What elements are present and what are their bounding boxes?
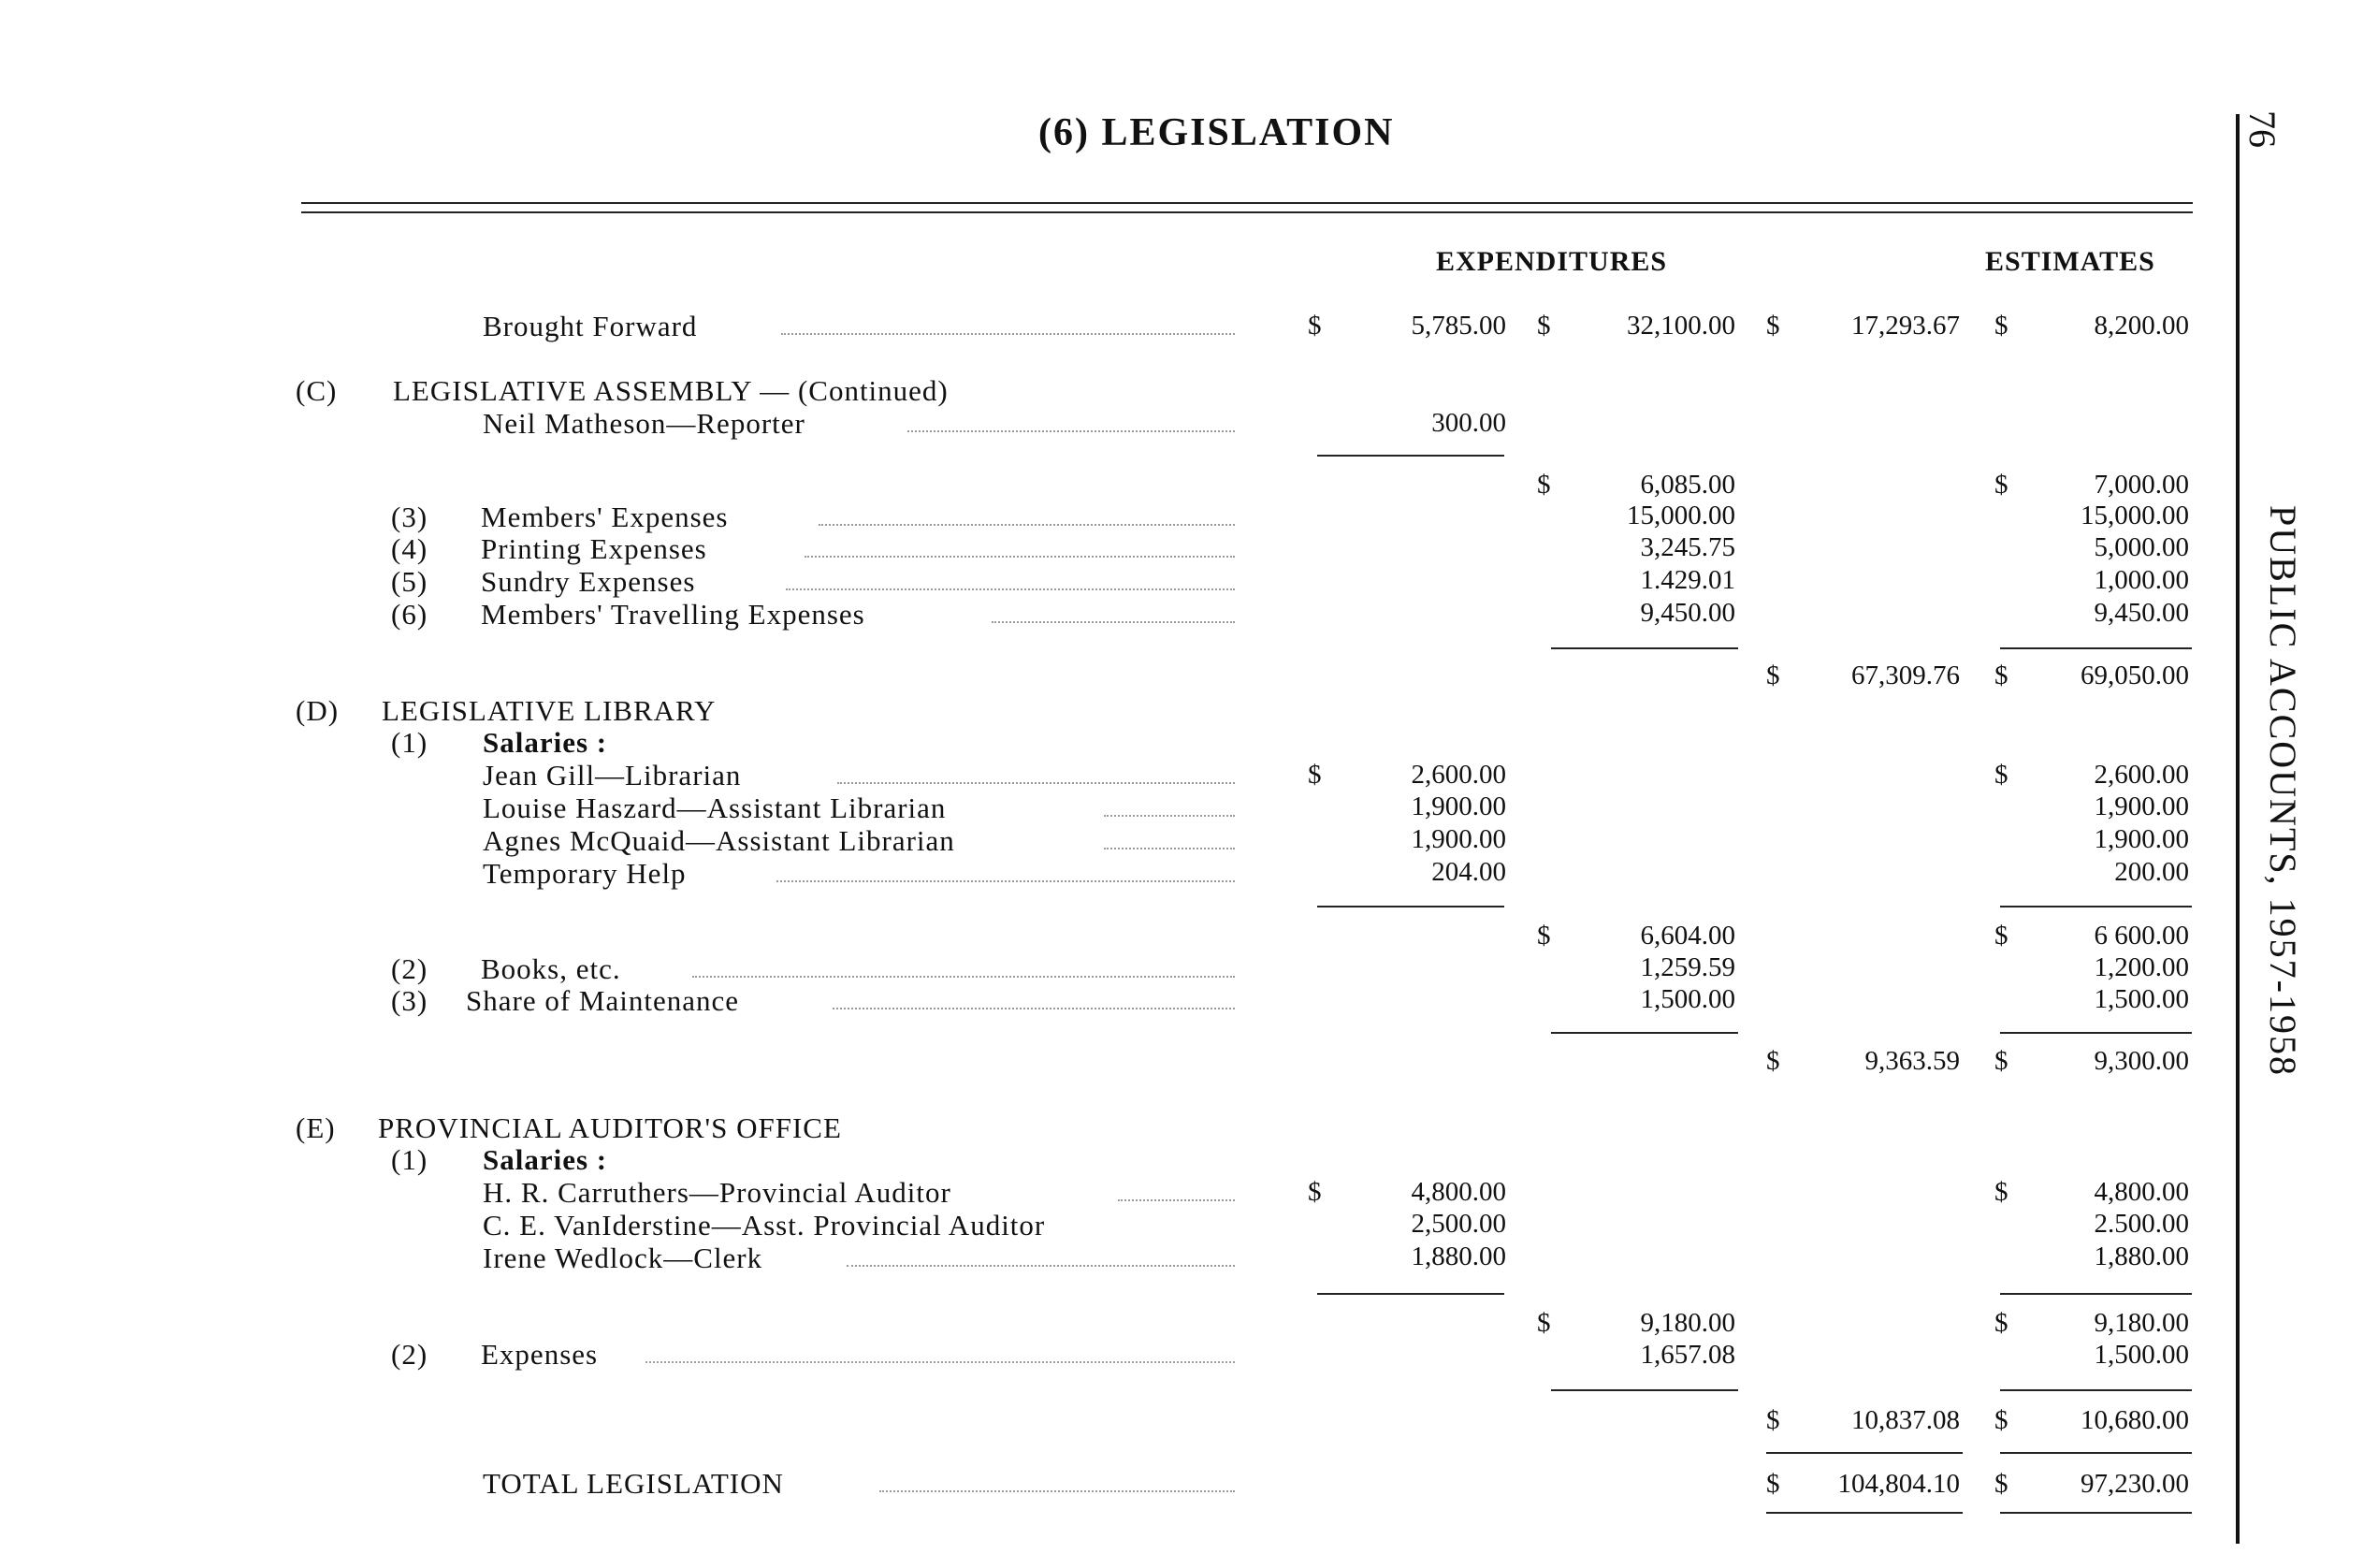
leader-dots [781,333,1235,335]
travel-expenses-c4: 9,450.00 [2094,598,2189,628]
leader-dots [1104,815,1235,817]
travel-expenses-c2: 9,450.00 [1640,598,1735,628]
leader-dots [907,430,1235,432]
expenses-c2: 1,657.08 [1640,1340,1735,1370]
haszard-c4: 1,900.00 [2094,791,2189,821]
members-expenses-c4: 15,000.00 [2081,501,2189,530]
section-d-title: LEGISLATIVE LIBRARY [382,694,717,727]
expenditures-header: EXPENDITURES [1436,246,1668,277]
wedlock-c1: 1,880.00 [1411,1241,1506,1271]
haszard-label: Louise Haszard—Assistant Librarian [483,791,947,824]
books-label: Books, etc. [481,952,621,985]
maintenance-c4: 1,500.00 [2094,984,2189,1014]
section-d-salaries-label: Salaries : [483,726,608,759]
mcquaid-c1: 1,900.00 [1411,824,1506,854]
wedlock-c4: 1,880.00 [2094,1241,2189,1271]
section-c-code: (C) [296,374,338,407]
gill-c1: 2,600.00 [1411,760,1506,790]
grand-total-c4: 97,230.00 [2081,1469,2189,1499]
members-expenses-c2: 15,000.00 [1627,501,1735,530]
dollar-sign: $ [1537,1308,1551,1338]
dollar-sign: $ [1994,1469,2008,1499]
leader-dots [879,1490,1235,1492]
total-rule [1766,1452,1963,1454]
leader-dots [776,880,1235,882]
brought-forward-c3: 17,293.67 [1851,311,1960,341]
vanidderstine-c4: 2.500.00 [2094,1209,2189,1239]
books-c4: 1,200.00 [2094,952,2189,982]
sundry-expenses-c2: 1.429.01 [1640,565,1735,595]
header-rule-top [301,202,2193,204]
dollar-sign: $ [1994,1308,2008,1338]
leader-dots [1118,1199,1235,1201]
dollar-sign: $ [1537,311,1551,341]
mcquaid-label: Agnes McQuaid—Assistant Librarian [483,824,955,857]
brought-forward-c2: 32,100.00 [1627,311,1735,341]
section-e-total-c4: 10,680.00 [2081,1405,2189,1435]
subtotal-rule [1317,1293,1504,1295]
temporary-help-label: Temporary Help [483,857,687,890]
dollar-sign: $ [1766,1046,1780,1076]
section-e-salaries-num: (1) [391,1143,428,1176]
travel-expenses-label: Members' Travelling Expenses [481,598,865,631]
subtotal-rule [1551,1032,1738,1034]
maintenance-c2: 1,500.00 [1640,984,1735,1014]
subtotal-rule [1551,647,1738,649]
expenses-c4: 1,500.00 [2094,1340,2189,1370]
total-rule [1766,1512,1963,1514]
grand-total-label: TOTAL LEGISLATION [483,1467,784,1500]
section-c-subtotal-c4: 7,000.00 [2094,470,2189,500]
dollar-sign: $ [1994,470,2008,500]
leader-dots [1104,848,1235,849]
carruthers-c1: 4,800.00 [1411,1177,1506,1207]
dollar-sign: $ [1994,311,2008,341]
brought-forward-c4: 8,200.00 [2094,311,2189,341]
leader-dots [819,524,1235,526]
leader-dots [833,1008,1235,1009]
subtotal-rule [2000,1389,2192,1391]
page-number: 76 [2241,110,2284,148]
wedlock-label: Irene Wedlock—Clerk [483,1241,763,1274]
dollar-sign: $ [1766,1405,1780,1435]
dollar-sign: $ [1994,1046,2008,1076]
section-e-subtotal-c4: 9,180.00 [2094,1308,2189,1338]
dollar-sign: $ [1994,760,2008,790]
dollar-sign: $ [1537,470,1551,500]
section-e-salaries-label: Salaries : [483,1143,608,1176]
temporary-help-c4: 200.00 [2114,857,2189,887]
subtotal-rule [1317,906,1504,907]
dollar-sign: $ [1308,1177,1322,1207]
books-c2: 1,259.59 [1640,952,1735,982]
carruthers-label: H. R. Carruthers—Provincial Auditor [483,1176,951,1209]
leader-dots [837,782,1235,784]
section-c-total-c4: 69,050.00 [2081,661,2189,690]
subtotal-rule [2000,1032,2192,1034]
matheson-label: Neil Matheson—Reporter [483,407,805,440]
subtotal-rule [1317,455,1504,457]
members-expenses-num: (3) [391,501,428,533]
dollar-sign: $ [1308,311,1322,341]
printing-expenses-label: Printing Expenses [481,532,707,565]
expenses-num: (2) [391,1338,428,1371]
printing-expenses-num: (4) [391,532,428,565]
carruthers-c4: 4,800.00 [2094,1177,2189,1207]
section-c-total-c3: 67,309.76 [1851,661,1960,690]
leader-dots [786,588,1235,590]
side-title: PUBLIC ACCOUNTS, 1957-1958 [2262,505,2304,1077]
leader-dots [847,1265,1235,1267]
dollar-sign: $ [1994,921,2008,951]
leader-dots [645,1361,1235,1363]
section-d-total-c3: 9,363.59 [1864,1046,1960,1076]
brought-forward-label: Brought Forward [483,310,698,342]
haszard-c1: 1,900.00 [1411,791,1506,821]
subtotal-rule [1551,1389,1738,1391]
page-title: (6) LEGISLATION [1038,111,1395,154]
dollar-sign: $ [1994,661,2008,690]
vanidderstine-label: C. E. VanIderstine—Asst. Provincial Auditor [483,1209,1046,1241]
mcquaid-c4: 1,900.00 [2094,824,2189,854]
section-c-subtotal-c2: 6,085.00 [1640,470,1735,500]
section-c-title: LEGISLATIVE ASSEMBLY — (Continued) [393,374,949,407]
dollar-sign: $ [1537,921,1551,951]
maintenance-num: (3) [391,984,428,1017]
matheson-c1: 300.00 [1431,408,1506,438]
dollar-sign: $ [1766,311,1780,341]
travel-expenses-num: (6) [391,598,428,631]
section-d-code: (D) [296,694,340,727]
header-rule-bottom [301,211,2193,213]
right-border-line [2236,114,2240,1544]
books-num: (2) [391,952,428,985]
section-d-subtotal-c2: 6,604.00 [1640,921,1735,951]
section-e-title: PROVINCIAL AUDITOR'S OFFICE [378,1111,842,1144]
subtotal-rule [2000,647,2192,649]
printing-expenses-c2: 3,245.75 [1640,532,1735,562]
vanidderstine-c1: 2,500.00 [1411,1209,1506,1239]
gill-c4: 2,600.00 [2094,760,2189,790]
members-expenses-label: Members' Expenses [481,501,729,533]
brought-forward-c1: 5,785.00 [1411,311,1506,341]
total-rule [2000,1452,2192,1454]
section-e-total-c3: 10,837.08 [1851,1405,1960,1435]
dollar-sign: $ [1994,1405,2008,1435]
estimates-header: ESTIMATES [1985,246,2155,277]
sundry-expenses-label: Sundry Expenses [481,565,696,598]
section-d-salaries-num: (1) [391,726,428,759]
section-e-subtotal-c2: 9,180.00 [1640,1308,1735,1338]
grand-total-c3: 104,804.10 [1837,1469,1960,1499]
sundry-expenses-c4: 1,000.00 [2094,565,2189,595]
dollar-sign: $ [1766,661,1780,690]
section-d-subtotal-c4: 6 600.00 [2094,921,2189,951]
section-d-total-c4: 9,300.00 [2094,1046,2189,1076]
dollar-sign: $ [1766,1469,1780,1499]
section-e-code: (E) [296,1111,336,1144]
subtotal-rule [2000,1293,2192,1295]
gill-label: Jean Gill—Librarian [483,759,742,791]
leader-dots [992,621,1235,623]
leader-dots [692,976,1235,978]
subtotal-rule [2000,906,2192,907]
printing-expenses-c4: 5,000.00 [2094,532,2189,562]
leader-dots [805,556,1235,558]
maintenance-label: Share of Maintenance [466,984,739,1017]
temporary-help-c1: 204.00 [1431,857,1506,887]
sundry-expenses-num: (5) [391,565,428,598]
dollar-sign: $ [1994,1177,2008,1207]
dollar-sign: $ [1308,760,1322,790]
expenses-label: Expenses [481,1338,599,1371]
total-rule [2000,1512,2192,1514]
